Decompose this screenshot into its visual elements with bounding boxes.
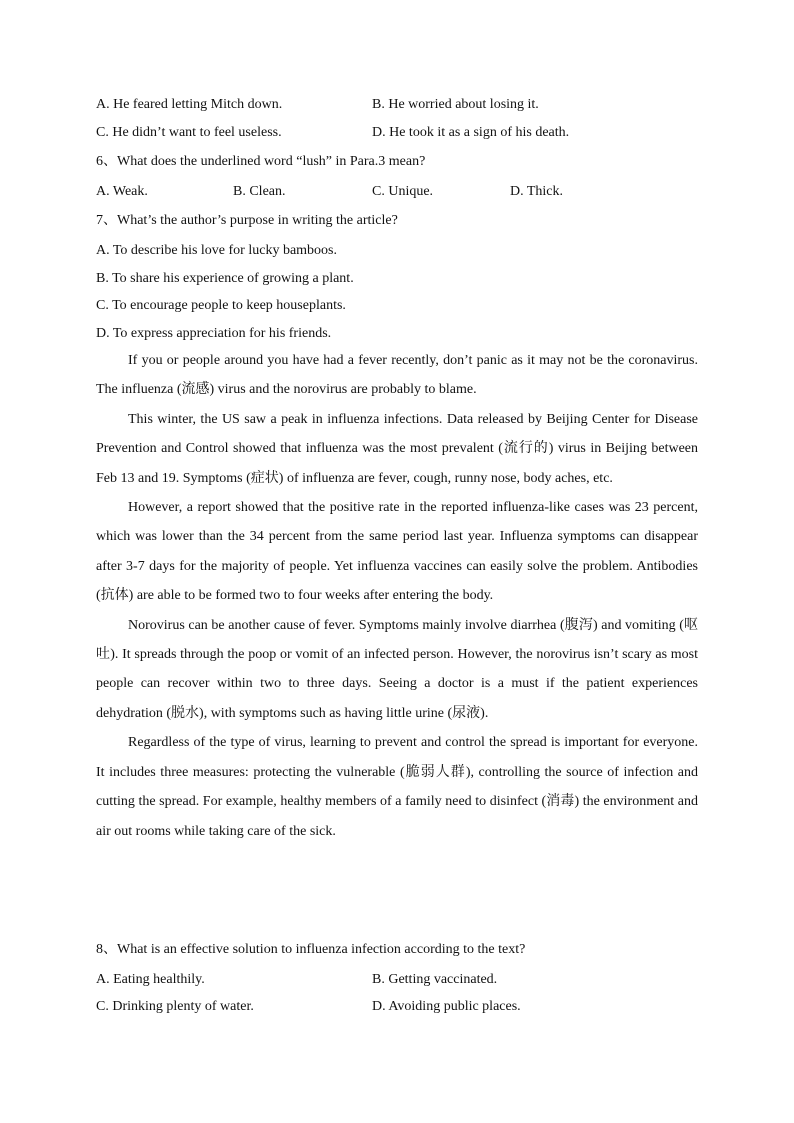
q5-options-row-2 xyxy=(96,123,716,143)
q6-stem: 6、What does the underlined word “lush” in Para.3 mean? xyxy=(96,154,426,169)
q6-option-d: D. Thick. xyxy=(510,184,564,199)
passage xyxy=(96,346,698,846)
passage-paragraph-2: This winter, the US saw a peak in influenza infections. Data released by Beijing Center for Disease Prevention and Control showed that influenza was the most prevalent (流行的) virus in Beijing between Feb 13 and 19. Symptoms (症状) of influenza are fever, cough, runny nose, body aches, etc. xyxy=(96,411,698,486)
passage-paragraph-3: However, a report showed that the positive rate in the reported influenza-like cases was 23 percent, which was lower than the 34 percent from the same period last year. Influenza symptoms can disappear after 3-7 days for the majority of people. Yet influenza vaccines can easily solve the problem. Antibodies (抗体) are able to be formed two to four weeks after entering the body. xyxy=(96,500,698,604)
passage-paragraph-1: If you or people around you have had a fever recently, don’t panic as it may not be the coronavirus. The influenza (流感) virus and the norovirus are probably to blame. xyxy=(96,353,698,398)
q5-option-d: D. He took it as a sign of his death. xyxy=(372,125,570,140)
q8-options-row-1 xyxy=(96,970,716,990)
q5-option-b: B. He worried about losing it. xyxy=(372,97,539,112)
q8-option-d: D. Avoiding public places. xyxy=(372,999,521,1014)
q6-option-c: C. Unique. xyxy=(372,184,434,199)
q5-options-row-1 xyxy=(96,95,716,115)
q6-option-a: A. Weak. xyxy=(96,184,148,199)
q8-option-b: B. Getting vaccinated. xyxy=(372,972,498,987)
q6-option-b: B. Clean. xyxy=(233,184,286,199)
q7-option-a: A. To describe his love for lucky bamboos. xyxy=(96,243,337,258)
q5-option-a: A. He feared letting Mitch down. xyxy=(96,97,283,112)
q8-option-a: A. Eating healthily. xyxy=(96,972,205,987)
q7-option-b: B. To share his experience of growing a plant. xyxy=(96,271,354,286)
q8-options-row-2 xyxy=(96,997,716,1017)
q5-option-c: C. He didn’t want to feel useless. xyxy=(96,125,282,140)
passage-paragraph-5: Regardless of the type of virus, learning to prevent and control the spread is important for everyone. It includes three measures: protecting the vulnerable (脆弱人群), controlling the source of infection and cutting the spread. For example, healthy members of a family need to disinfect (消毒) the environment and air out rooms while taking care of the sick. xyxy=(96,735,698,839)
q6-options-row xyxy=(96,182,716,202)
passage-paragraph-4: Norovirus can be another cause of fever. Symptoms mainly involve diarrhea (腹泻) and vomiting (呕吐). It spreads through the poop or vomit of an infected person. However, the norovirus isn’t scary as most people can recover within two to three days. Seeing a doctor is a must if the patient experiences dehydration (脱水), with symptoms such as having little urine (尿液). xyxy=(96,617,698,721)
q8-stem: 8、What is an effective solution to influenza infection according to the text? xyxy=(96,942,526,957)
q7-option-d: D. To express appreciation for his friends. xyxy=(96,326,332,341)
q8-option-c: C. Drinking plenty of water. xyxy=(96,999,254,1014)
q7-stem: 7、What’s the author’s purpose in writing the article? xyxy=(96,213,398,228)
q7-option-c: C. To encourage people to keep houseplants. xyxy=(96,298,346,313)
